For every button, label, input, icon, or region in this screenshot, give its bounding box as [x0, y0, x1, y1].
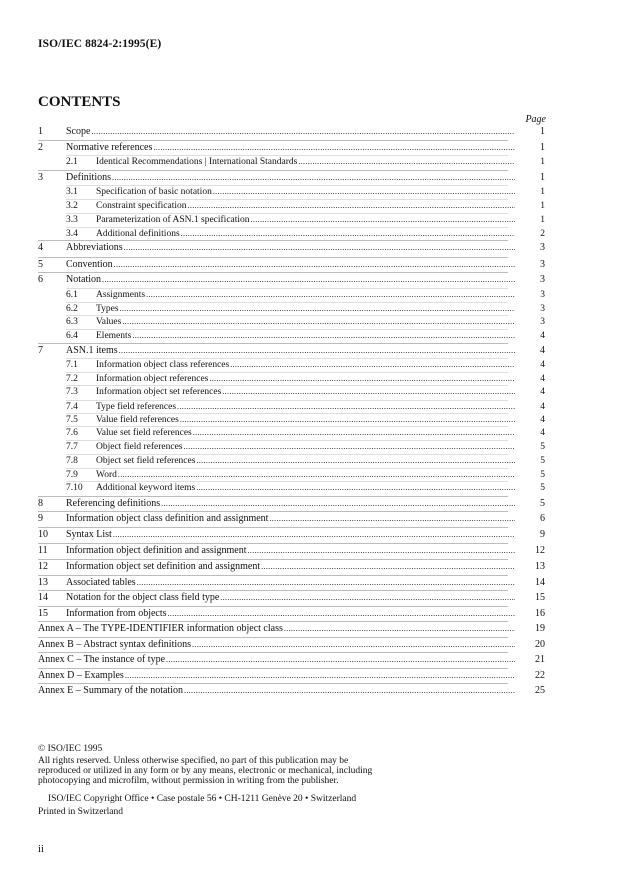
toc-entry-title: Word	[96, 470, 117, 480]
toc-entry[interactable]	[38, 608, 545, 621]
toc-entry-title: Assignments	[96, 290, 146, 300]
toc-entry-title: Information object references	[96, 374, 209, 384]
dot-leader	[248, 545, 515, 557]
section-divider	[38, 511, 508, 512]
toc-entry[interactable]	[66, 441, 545, 454]
section-divider	[38, 575, 508, 576]
toc-entry[interactable]	[38, 639, 545, 652]
toc-entry-title: Information object definition and assignment	[66, 545, 247, 556]
toc-entry-page: 1	[540, 126, 545, 137]
toc-entry[interactable]	[66, 156, 545, 169]
dot-leader	[168, 608, 515, 620]
toc-entry[interactable]	[38, 529, 545, 542]
toc-entry[interactable]	[66, 482, 545, 495]
toc-entry-page: 4	[540, 345, 545, 356]
section-divider	[38, 606, 508, 607]
toc-entry-page: 15	[535, 592, 545, 603]
toc-entry-title: Object field references	[96, 442, 183, 452]
toc-entry-page: 4	[540, 331, 545, 341]
dot-leader	[119, 345, 515, 357]
toc-entry-title: Constraint specification	[96, 201, 187, 211]
dot-leader	[181, 228, 515, 240]
toc-entry-number: 7	[38, 345, 43, 356]
toc-entry-number: 14	[38, 592, 48, 603]
dot-leader	[184, 441, 515, 453]
toc-entry-number: 3	[38, 172, 43, 183]
toc-entry-number: 7.3	[66, 387, 78, 397]
toc-entry[interactable]	[66, 427, 545, 440]
toc-entry-page: 3	[540, 242, 545, 253]
toc-entry-number: 1	[38, 126, 43, 137]
section-divider	[38, 590, 508, 591]
dot-leader	[118, 469, 515, 481]
toc-entry-title: Information object class definition and assignment	[66, 513, 269, 524]
toc-entry-page: 2	[540, 229, 545, 239]
toc-entry-title: Specification of basic notation	[96, 187, 212, 197]
toc-entry[interactable]	[38, 577, 545, 590]
toc-entry-title: Values	[96, 317, 122, 327]
document-header: ISO/IEC 8824-2:1995(E)	[38, 38, 162, 50]
dot-leader	[177, 401, 515, 413]
toc-entry-number: 3.3	[66, 215, 78, 225]
toc-entry-page: 20	[535, 639, 545, 650]
toc-entry[interactable]	[38, 592, 545, 605]
toc-entry[interactable]	[66, 289, 545, 302]
toc-entry-number: 7.1	[66, 360, 78, 370]
toc-entry[interactable]	[66, 359, 545, 372]
toc-entry-number: 3.1	[66, 187, 78, 197]
toc-entry-number: 7.5	[66, 415, 78, 425]
dot-leader	[161, 498, 515, 510]
dot-leader	[188, 200, 516, 212]
toc-entry-number: 10	[38, 529, 48, 540]
toc-entry-page: 13	[535, 561, 545, 572]
toc-entry-number: 3.4	[66, 229, 78, 239]
section-divider	[38, 621, 508, 622]
toc-entry-number: 7.2	[66, 374, 78, 384]
toc-entry[interactable]	[38, 670, 545, 683]
dot-leader	[102, 274, 515, 286]
toc-entry-page: 3	[540, 259, 545, 270]
toc-entry-page: 25	[535, 685, 545, 696]
dot-leader	[192, 639, 515, 651]
toc-entry-number: 7.7	[66, 442, 78, 452]
toc-entry-title: Notation for the object class field type	[66, 592, 220, 603]
toc-entry-number: 2	[38, 142, 43, 153]
toc-entry-page: 12	[535, 545, 545, 556]
toc-entry-number: 5	[38, 259, 43, 270]
printed-in: Printed in Switzerland	[38, 807, 123, 817]
toc-entry[interactable]	[66, 455, 545, 468]
toc-entry-title: Information from objects	[66, 608, 167, 619]
toc-entry[interactable]	[38, 274, 545, 287]
dot-leader	[222, 386, 515, 398]
dot-leader	[261, 561, 515, 573]
toc-entry-page: 1	[540, 201, 545, 211]
page-column-label: Page	[525, 114, 546, 125]
toc-entry[interactable]	[66, 186, 545, 199]
section-divider	[38, 272, 508, 273]
section-divider	[38, 257, 508, 258]
toc-entry-title: Definitions	[66, 172, 111, 183]
toc-entry-title: Annex D – Examples	[38, 670, 124, 681]
toc-entry-page: 1	[540, 215, 545, 225]
section-divider	[38, 683, 508, 684]
toc-entry-page: 3	[540, 290, 545, 300]
dot-leader	[132, 330, 515, 342]
toc-entry-number: 6.4	[66, 331, 78, 341]
toc-entry-title: Abbreviations	[66, 242, 123, 253]
toc-entry-page: 4	[540, 415, 545, 425]
dot-leader	[284, 623, 515, 635]
dot-leader	[196, 455, 515, 467]
toc-entry-title: Type field references	[96, 402, 177, 412]
toc-entry-page: 19	[535, 623, 545, 634]
section-divider	[38, 496, 508, 497]
dot-leader	[180, 414, 515, 426]
toc-entry[interactable]	[38, 259, 545, 272]
dot-leader	[213, 186, 515, 198]
toc-entry[interactable]	[66, 386, 545, 399]
dot-leader	[146, 289, 515, 301]
toc-entry-number: 7.6	[66, 428, 78, 438]
toc-entry[interactable]	[38, 172, 545, 185]
toc-entry-page: 5	[540, 456, 545, 466]
toc-entry-number: 4	[38, 242, 43, 253]
copyright-notice: © ISO/IEC 1995	[38, 744, 103, 754]
toc-entry[interactable]	[38, 623, 545, 636]
toc-entry-page: 4	[540, 374, 545, 384]
toc-entry-number: 6.2	[66, 304, 78, 314]
dot-leader	[220, 592, 515, 604]
toc-entry-page: 5	[540, 498, 545, 509]
toc-entry-number: 6.3	[66, 317, 78, 327]
section-divider	[38, 140, 508, 141]
dot-leader	[230, 359, 515, 371]
toc-entry[interactable]	[38, 142, 545, 155]
toc-entry-number: 7.9	[66, 470, 78, 480]
section-divider	[38, 652, 508, 653]
toc-entry[interactable]	[66, 214, 545, 227]
dot-leader	[269, 513, 515, 525]
section-divider	[38, 637, 508, 638]
dot-leader	[113, 529, 515, 541]
toc-entry[interactable]	[66, 316, 545, 329]
toc-entry-title: Information object class references	[96, 360, 230, 370]
toc-entry[interactable]	[38, 561, 545, 574]
toc-entry-number: 13	[38, 577, 48, 588]
toc-entry-title: Notation	[66, 274, 101, 285]
toc-entry[interactable]	[38, 513, 545, 526]
toc-entry-number: 7.10	[66, 483, 83, 493]
toc-entry-page: 5	[540, 470, 545, 480]
toc-entry-title: Normative references	[66, 142, 153, 153]
toc-entry-page: 21	[535, 654, 545, 665]
toc-entry-page: 3	[540, 274, 545, 285]
dot-leader	[137, 577, 515, 589]
toc-entry-number: 8	[38, 498, 43, 509]
section-divider	[38, 668, 508, 669]
toc-entry[interactable]	[38, 126, 545, 139]
toc-entry[interactable]	[38, 545, 545, 558]
toc-entry-page: 4	[540, 402, 545, 412]
dot-leader	[298, 156, 515, 168]
toc-entry-title: Additional keyword items	[96, 483, 196, 493]
toc-entry-number: 6	[38, 274, 43, 285]
toc-entry-page: 9	[540, 529, 545, 540]
toc-entry-page: 1	[540, 142, 545, 153]
toc-entry-title: Identical Recommendations | International Standards	[96, 157, 298, 167]
section-divider	[38, 543, 508, 544]
toc-entry-page: 14	[535, 577, 545, 588]
section-divider	[38, 170, 508, 171]
toc-entry-title: Syntax List	[66, 529, 112, 540]
toc-entry[interactable]	[66, 330, 545, 343]
toc-entry[interactable]	[38, 242, 545, 255]
toc-entry[interactable]	[38, 345, 545, 358]
toc-entry-title: Annex A – The TYPE-IDENTIFIER information object class	[38, 623, 283, 634]
dot-leader	[122, 316, 515, 328]
toc-entry-page: 3	[540, 317, 545, 327]
toc-entry[interactable]	[38, 654, 545, 667]
toc-entry-title: Information object set references	[96, 387, 222, 397]
dot-leader	[120, 303, 515, 315]
toc-entry-number: 9	[38, 513, 43, 524]
dot-leader	[153, 142, 515, 154]
toc-entry-number: 6.1	[66, 290, 78, 300]
toc-entry-page: 4	[540, 387, 545, 397]
section-divider	[38, 343, 508, 344]
toc-entry-title: Parameterization of ASN.1 specification	[96, 215, 250, 225]
dot-leader	[251, 214, 515, 226]
toc-entry[interactable]	[38, 685, 545, 698]
toc-entry-number: 2.1	[66, 157, 78, 167]
dot-leader	[112, 172, 515, 184]
toc-entry-title: Elements	[96, 331, 132, 341]
toc-entry-page: 1	[540, 172, 545, 183]
toc-entry-page: 16	[535, 608, 545, 619]
toc-entry-number: 7.4	[66, 402, 78, 412]
toc-entry-number: 3.2	[66, 201, 78, 211]
toc-entry-page: 4	[540, 428, 545, 438]
dot-leader	[124, 242, 515, 254]
contents-title: CONTENTS	[38, 94, 121, 110]
section-divider	[38, 527, 508, 528]
dot-leader	[166, 654, 515, 666]
toc-entry-page: 3	[540, 304, 545, 314]
toc-entry-page: 22	[535, 670, 545, 681]
toc-entry-title: Annex E – Summary of the notation	[38, 685, 183, 696]
toc-entry-title: Annex C – The instance of type	[38, 654, 166, 665]
toc-entry-title: Information object set definition and assignment	[66, 561, 261, 572]
dot-leader	[196, 482, 515, 494]
page-number: ii	[38, 843, 45, 855]
toc-entry-page: 4	[540, 360, 545, 370]
toc-entry-title: Convention	[66, 259, 113, 270]
toc-entry-title: Associated tables	[66, 577, 136, 588]
rights-statement	[38, 756, 388, 786]
toc-entry-title: Scope	[66, 126, 91, 137]
toc-entry-title: ASN.1 items	[66, 345, 118, 356]
toc-entry-number: 11	[38, 545, 48, 556]
dot-leader	[114, 259, 515, 271]
toc-entry-page: 6	[540, 513, 545, 524]
rights-line: reproduced or utilized in any form or by any means, electronic or mechanical, including	[38, 766, 373, 776]
toc-entry-title: Additional definitions	[96, 229, 180, 239]
section-divider	[38, 240, 508, 241]
rights-line: photocopying and microfilm, without permission in writing from the publisher.	[38, 776, 339, 786]
toc-entry[interactable]	[66, 200, 545, 213]
dot-leader	[184, 685, 515, 697]
toc-entry[interactable]	[38, 498, 545, 511]
toc-entry-page: 1	[540, 157, 545, 167]
dot-leader	[91, 126, 515, 138]
toc-entry-title: Referencing definitions	[66, 498, 161, 509]
toc-entry-number: 12	[38, 561, 48, 572]
dot-leader	[125, 670, 515, 682]
toc-entry-page: 1	[540, 187, 545, 197]
toc-entry-page: 5	[540, 483, 545, 493]
toc-entry-page: 5	[540, 442, 545, 452]
toc-entry-number: 15	[38, 608, 48, 619]
section-divider	[38, 559, 508, 560]
copyright-office-address: ISO/IEC Copyright Office • Case postale 56 • CH-1211 Genève 20 • Switzerland	[48, 794, 357, 804]
toc-entry-title: Types	[96, 304, 119, 314]
toc-entry-number: 7.8	[66, 456, 78, 466]
toc-entry-title: Annex B – Abstract syntax definitions	[38, 639, 192, 650]
dot-leader	[193, 427, 515, 439]
toc-entry-title: Value field references	[96, 415, 179, 425]
toc-entry-title: Value set field references	[96, 428, 192, 438]
toc-entry-title: Object set field references	[96, 456, 196, 466]
dot-leader	[209, 373, 515, 385]
rights-line: All rights reserved. Unless otherwise specified, no part of this publication may be	[38, 756, 349, 766]
